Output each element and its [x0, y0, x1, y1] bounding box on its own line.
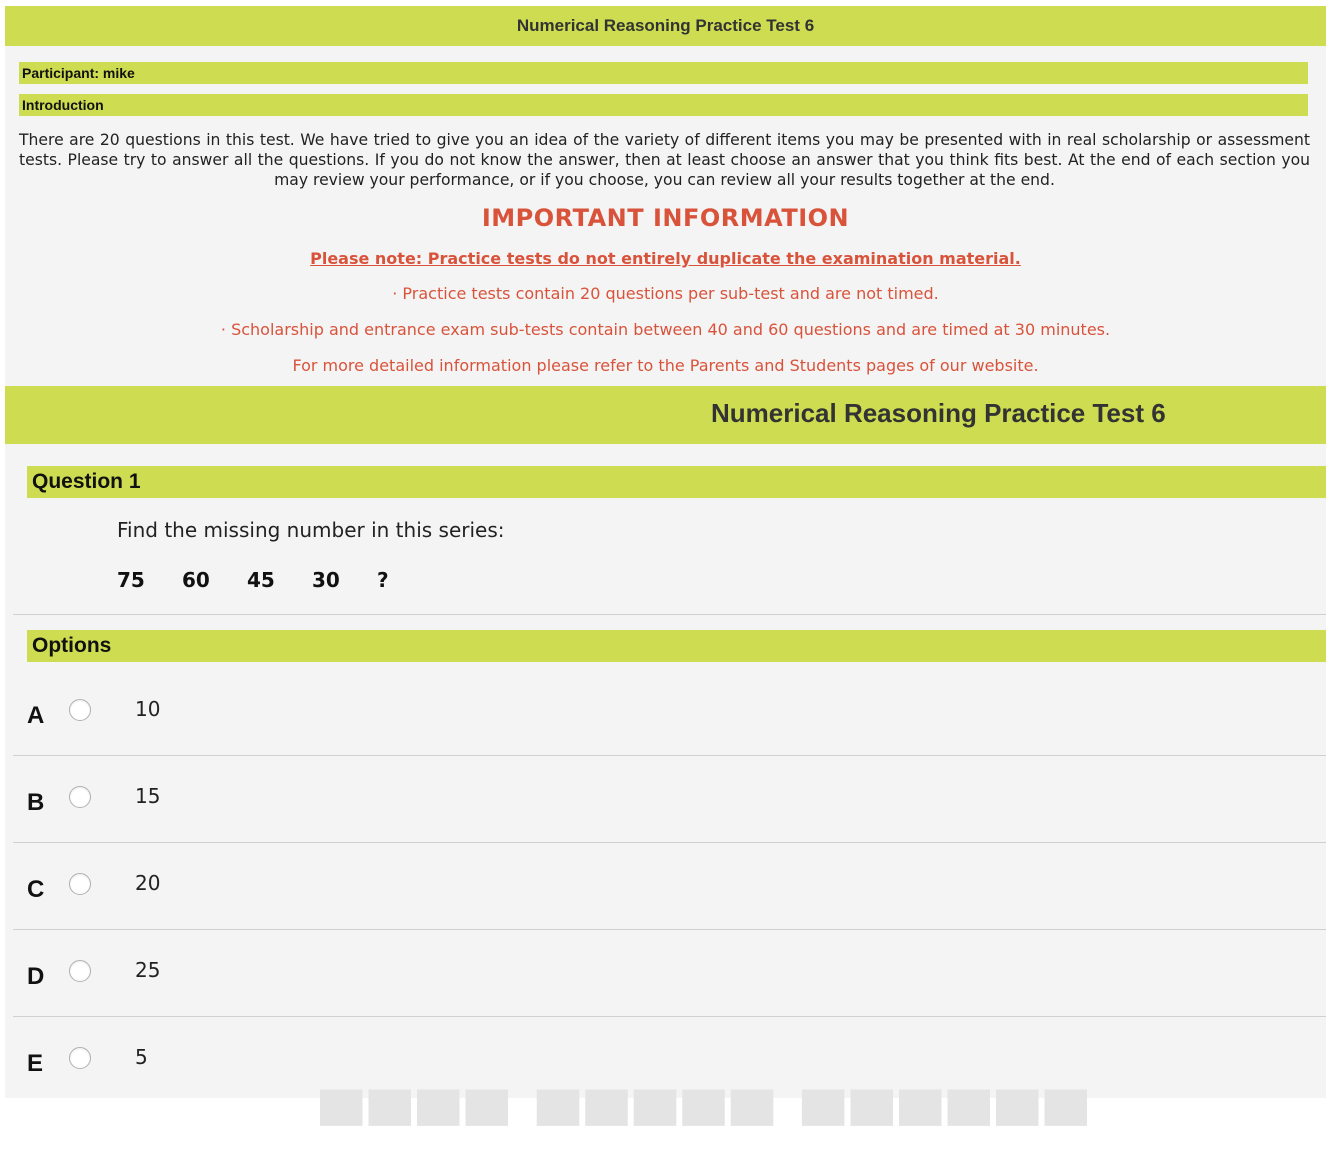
option-letter: B	[27, 789, 45, 816]
series-number: 75	[117, 568, 145, 592]
option-b-radio[interactable]	[69, 786, 91, 808]
options-heading: Options	[27, 630, 1326, 662]
page-title: Numerical Reasoning Practice Test 6	[516, 16, 815, 35]
practice-note: Please note: Practice tests do not entirely duplicate the examination material.	[310, 249, 1021, 268]
question-heading: Question 1	[27, 466, 1326, 498]
option-e-radio[interactable]	[69, 1047, 91, 1069]
divider	[13, 614, 1326, 615]
option-value: 10	[135, 697, 161, 721]
watermark: ▀▀▀▀ ▀▀▀▀▀ ▀▀▀▀▀▀	[320, 1090, 1093, 1157]
important-information-title: IMPORTANT INFORMATION	[481, 204, 850, 232]
option-letter: E	[27, 1050, 44, 1077]
test-title-banner	[5, 386, 1326, 444]
top-title-banner	[5, 6, 1326, 46]
introduction-text: There are 20 questions in this test. We have tried to give you an idea of the variety of different items you may be presented with in real scholarship or assessment tests. Please try to answer all the questions. If you do not know the answer, then at least choose an answer that you think fits best. At the end of each section you may review your performance, or if you choose, you can review all your results together at the end.	[19, 131, 1310, 189]
series-number: 60	[182, 568, 210, 592]
participant-bar: Participant: mike	[19, 62, 1308, 84]
option-row-c[interactable]	[13, 842, 1326, 929]
test-page	[5, 6, 1326, 1098]
option-letter: C	[27, 876, 45, 903]
option-row-d[interactable]	[13, 929, 1326, 1016]
option-value: 5	[135, 1045, 148, 1069]
option-letter: A	[27, 702, 45, 729]
option-a-radio[interactable]	[69, 699, 91, 721]
option-value: 15	[135, 784, 161, 808]
series-missing: ?	[377, 568, 389, 592]
option-row-b[interactable]	[13, 755, 1326, 842]
option-value: 25	[135, 958, 161, 982]
option-row-a[interactable]	[13, 668, 1326, 755]
series-number: 45	[247, 568, 275, 592]
option-d-radio[interactable]	[69, 960, 91, 982]
info-line-timed: · Scholarship and entrance exam sub-tests contain between 40 and 60 questions and are timed at 30 minutes.	[220, 320, 1111, 339]
test-title: Numerical Reasoning Practice Test 6	[711, 398, 1166, 428]
option-value: 20	[135, 871, 161, 895]
introduction-heading: Introduction	[19, 94, 1308, 116]
info-line-untimed: · Practice tests contain 20 questions per sub-test and are not timed.	[392, 284, 939, 303]
option-letter: D	[27, 963, 45, 990]
question-prompt: Find the missing number in this series:	[117, 518, 505, 542]
info-line-website: For more detailed information please refer to the Parents and Students pages of our website.	[292, 356, 1039, 375]
series-number: 30	[312, 568, 340, 592]
number-series	[117, 568, 442, 592]
option-c-radio[interactable]	[69, 873, 91, 895]
